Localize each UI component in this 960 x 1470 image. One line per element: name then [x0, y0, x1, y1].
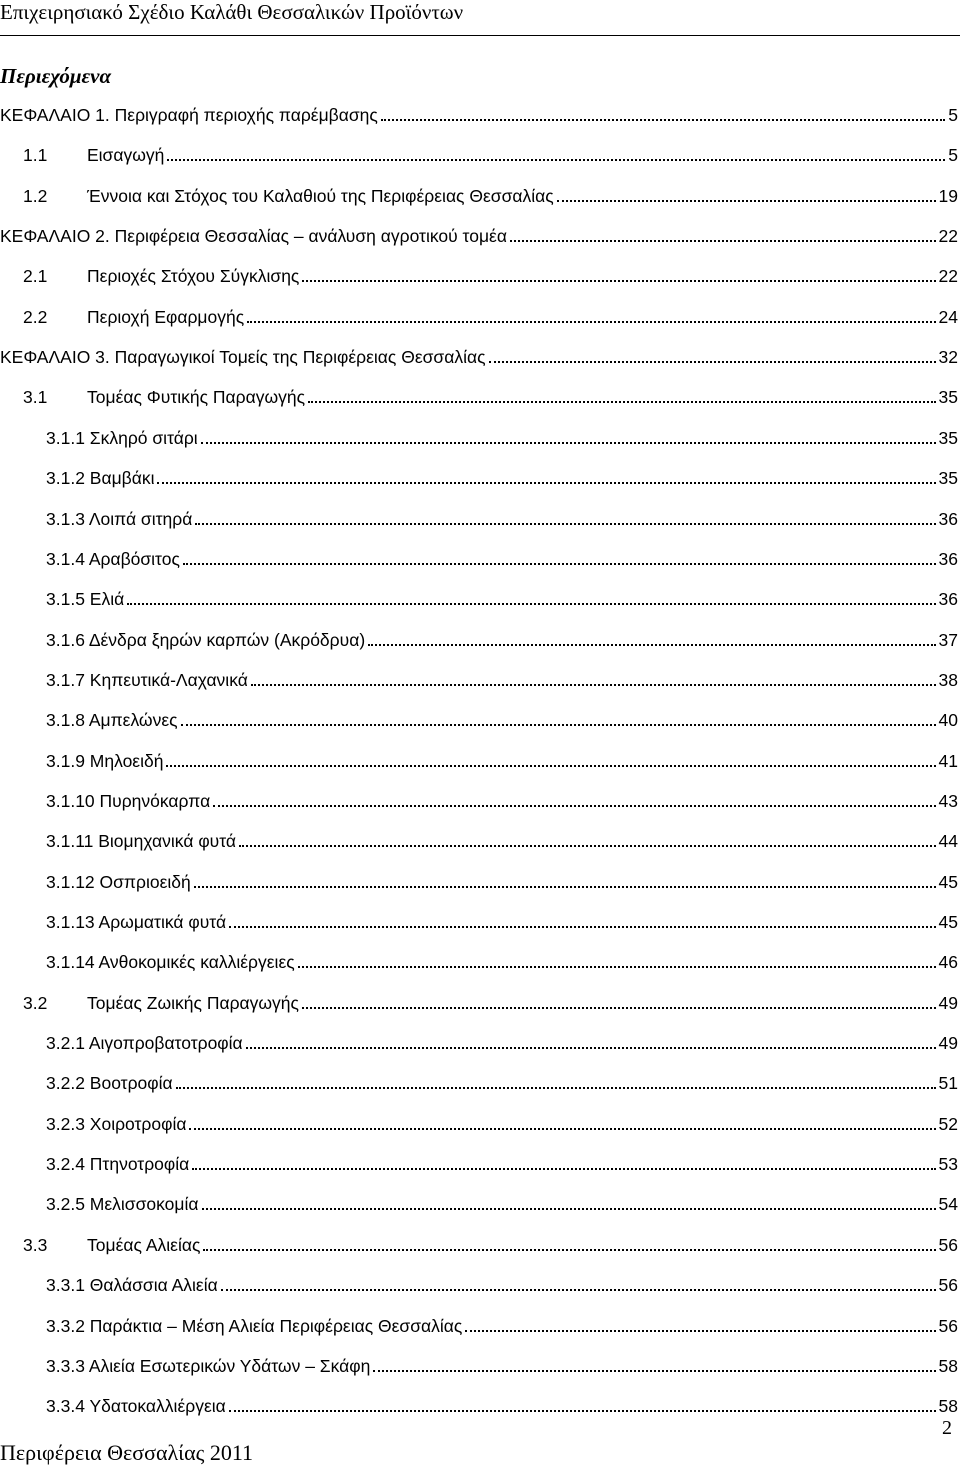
- toc-entry[interactable]: [46, 1347, 958, 1377]
- toc-entry-page: 45: [938, 871, 958, 892]
- toc-entry-page: 37: [938, 629, 958, 650]
- toc-entry[interactable]: [23, 1226, 958, 1256]
- dot-leader: [202, 1208, 936, 1210]
- toc-entry[interactable]: [0, 338, 958, 368]
- toc-entry[interactable]: [46, 903, 958, 933]
- dot-leader: [157, 482, 935, 484]
- dot-leader: [176, 1087, 936, 1089]
- toc-entry-page: 58: [938, 1396, 958, 1417]
- toc-entry[interactable]: [46, 822, 958, 852]
- toc-entry-title: 3.1.5 Ελιά: [46, 589, 125, 610]
- toc-entry-title: 3.3.2 Παράκτια – Μέση Αλιεία Περιφέρειας Θεσσαλίας: [46, 1315, 463, 1336]
- toc-entry[interactable]: [46, 621, 958, 651]
- toc-entry-title: 3.3.4 Υδατοκαλλιέργεια: [46, 1396, 226, 1417]
- toc-title: Περιεχόμενα: [0, 64, 112, 88]
- toc-entry-page: 45: [938, 912, 958, 932]
- toc-entry-title: 3.1.3 Λοιπά σιτηρά: [46, 508, 193, 529]
- toc-entry-page: 52: [938, 1113, 958, 1134]
- dot-leader: [183, 563, 936, 565]
- document-title: Επιχειρησιακό Σχέδιο Καλάθι Θεσσαλικών Προϊόντων: [0, 0, 464, 24]
- toc-entry[interactable]: [46, 580, 958, 610]
- toc-entry[interactable]: [23, 378, 958, 408]
- toc-entry-page: 49: [938, 1033, 958, 1054]
- toc-entry-title: 3.1.9 Μηλοειδή: [46, 750, 164, 771]
- toc-entry-title: ΚΕΦΑΛΑΙΟ 1. Περιγραφή περιοχής παρέμβασης: [0, 105, 378, 125]
- toc-entry-number: 2.2: [23, 306, 48, 327]
- toc-entry-page: 56: [938, 1234, 958, 1255]
- toc-entry-page: 24: [938, 306, 958, 327]
- dot-leader: [251, 684, 936, 686]
- toc-entry-page: 51: [938, 1073, 958, 1094]
- dot-leader: [302, 280, 935, 282]
- toc-entry[interactable]: [46, 459, 958, 489]
- toc-entry[interactable]: [46, 1064, 958, 1094]
- dot-leader: [557, 200, 936, 202]
- toc-entry-page: 40: [938, 710, 958, 731]
- toc-entry-page: 22: [938, 226, 958, 247]
- running-footer: Περιφέρεια Θεσσαλίας 2011: [0, 1440, 253, 1465]
- page-number: 2: [942, 1417, 952, 1439]
- dot-leader: [510, 240, 936, 242]
- toc-entry-title: Τομέας Φυτικής Παραγωγής: [87, 387, 306, 408]
- toc-entry[interactable]: [23, 984, 958, 1014]
- dot-leader: [298, 966, 936, 968]
- toc-entry-number: 3.2: [23, 992, 48, 1013]
- toc-entry-number: 1.2: [23, 185, 48, 206]
- toc-entry-title: 3.1.1 Σκληρό σιτάρι: [46, 427, 198, 448]
- toc-entry[interactable]: [23, 177, 958, 207]
- toc-entry[interactable]: [0, 217, 958, 247]
- toc-entry-page: 5: [948, 105, 958, 125]
- toc-entry[interactable]: [46, 661, 958, 691]
- running-header: [0, 0, 960, 36]
- toc-entry-page: 19: [938, 185, 958, 206]
- toc-entry[interactable]: [46, 782, 958, 812]
- toc-entry-title: ΚΕΦΑΛΑΙΟ 2. Περιφέρεια Θεσσαλίας – ανάλυση αγροτικού τομέα: [0, 226, 507, 247]
- toc-entry[interactable]: [46, 1145, 958, 1175]
- toc-entry-page: 43: [938, 790, 958, 811]
- toc-entry-page: 35: [938, 468, 958, 489]
- toc-entry-title: 3.2.5 Μελισσοκομία: [46, 1194, 199, 1215]
- toc-entry-title: Εισαγωγή: [87, 145, 165, 166]
- toc-entry-number: 2.1: [23, 266, 48, 287]
- toc-entry-title: Περιοχές Στόχου Σύγκλισης: [87, 266, 300, 287]
- dot-leader: [127, 603, 935, 605]
- dot-leader: [368, 644, 935, 646]
- dot-leader: [221, 1289, 936, 1291]
- toc-entry-page: 22: [938, 266, 958, 287]
- dot-leader: [239, 845, 936, 847]
- dot-leader: [247, 321, 935, 323]
- toc-entry-title: Περιοχή Εφαρμογής: [87, 306, 245, 327]
- dot-leader: [192, 1168, 935, 1170]
- toc-entry[interactable]: [46, 500, 958, 530]
- dot-leader: [194, 886, 936, 888]
- toc-entry-number: 3.1: [23, 387, 48, 408]
- toc-entry-title: 3.2.4 Πτηνοτροφία: [46, 1154, 190, 1175]
- toc-entry[interactable]: [46, 863, 958, 893]
- toc-entry-title: 3.1.6 Δένδρα ξηρών καρπών (Ακρόδρυα): [46, 629, 366, 650]
- dot-leader: [201, 442, 936, 444]
- dot-leader: [213, 805, 935, 807]
- toc-entry-page: 46: [938, 952, 958, 973]
- dot-leader: [489, 361, 936, 363]
- dot-leader: [246, 1047, 936, 1049]
- toc-entry[interactable]: [46, 742, 958, 772]
- dot-leader: [166, 765, 935, 767]
- toc-entry-title: 3.2.2 Βοοτροφία: [46, 1073, 173, 1094]
- toc-entry[interactable]: [46, 540, 958, 570]
- toc-entry-title: 3.1.14 Ανθοκομικές καλλιέργειες: [46, 952, 295, 973]
- toc-entry-page: 36: [938, 548, 958, 569]
- toc-entry-page: 35: [938, 387, 958, 408]
- toc-entry[interactable]: [23, 257, 958, 287]
- toc-entry-title: Τομέας Ζωικής Παραγωγής: [87, 992, 299, 1013]
- toc-entry[interactable]: [23, 136, 958, 166]
- toc-entry[interactable]: [46, 1387, 958, 1417]
- toc-entry-page: 54: [938, 1194, 958, 1215]
- toc-entry-page: 32: [938, 347, 958, 368]
- toc-entry-title: 3.1.4 Αραβόσιτος: [46, 548, 180, 569]
- dot-leader: [381, 119, 945, 121]
- toc-entry[interactable]: [46, 1024, 958, 1054]
- toc-entry-title: 3.2.1 Αιγοπροβατοτροφία: [46, 1033, 243, 1054]
- toc-entry-page: 36: [938, 508, 958, 529]
- toc-entry[interactable]: [46, 701, 958, 731]
- toc-entry-page: 36: [938, 589, 958, 610]
- toc-entry-page: 53: [938, 1154, 958, 1175]
- toc-entry-title: Έννοια και Στόχος του Καλαθιού της Περιφέρειας Θεσσαλίας: [87, 185, 554, 206]
- toc-entry-page: 44: [938, 831, 958, 852]
- dot-leader: [203, 1249, 935, 1251]
- toc-entry-title: 3.1.13 Αρωματικά φυτά: [46, 912, 227, 932]
- toc-entry-title: 3.1.10 Πυρηνόκαρπα: [46, 790, 211, 811]
- toc-entry[interactable]: [46, 1307, 958, 1337]
- toc-entry[interactable]: [46, 1185, 958, 1215]
- toc-entry-title: 3.2.3 Χοιροτροφία: [46, 1113, 187, 1134]
- toc-entry[interactable]: [46, 943, 958, 973]
- toc-entry-page: 49: [938, 992, 958, 1013]
- toc-entry[interactable]: [0, 96, 958, 126]
- toc-entry[interactable]: [23, 298, 958, 328]
- dot-leader: [181, 724, 936, 726]
- toc-entry-title: 3.1.12 Οσπριοειδή: [46, 871, 191, 892]
- dot-leader: [229, 926, 935, 928]
- toc-entry-page: 5: [948, 145, 958, 166]
- dot-leader: [465, 1330, 935, 1332]
- toc-entry-number: 3.3: [23, 1234, 48, 1255]
- toc-entry-page: 41: [938, 750, 958, 771]
- toc-entry-page: 56: [938, 1315, 958, 1336]
- toc-entry-title: 3.3.1 Θαλάσσια Αλιεία: [46, 1275, 218, 1296]
- dot-leader: [308, 401, 935, 403]
- toc-entry[interactable]: [46, 419, 958, 449]
- dot-leader: [189, 1128, 935, 1130]
- toc-entry-title: ΚΕΦΑΛΑΙΟ 3. Παραγωγικοί Τομείς της Περιφέρειας Θεσσαλίας: [0, 347, 486, 368]
- toc-entry-page: 58: [938, 1355, 958, 1376]
- dot-leader: [302, 1007, 936, 1009]
- toc-entry-title: 3.3.3 Αλιεία Εσωτερικών Υδάτων – Σκάφη: [46, 1355, 371, 1376]
- toc-entry-page: 38: [938, 669, 958, 690]
- toc-entry-page: 35: [938, 427, 958, 448]
- toc-entry-title: Τομέας Αλιείας: [87, 1234, 201, 1255]
- toc-entry-page: 56: [938, 1275, 958, 1296]
- toc-entry-title: 3.1.7 Κηπευτικά-Λαχανικά: [46, 669, 248, 690]
- toc-entry[interactable]: [46, 1105, 958, 1135]
- toc-entry[interactable]: [46, 1266, 958, 1296]
- toc-entry-number: 1.1: [23, 145, 48, 166]
- dot-leader: [195, 523, 935, 525]
- toc-entry-title: 3.1.2 Βαμβάκι: [46, 468, 155, 489]
- dot-leader: [373, 1370, 935, 1372]
- dot-leader: [229, 1410, 936, 1412]
- toc-entry-title: 3.1.11 Βιομηχανικά φυτά: [46, 831, 237, 852]
- dot-leader: [167, 159, 945, 161]
- toc-entry-title: 3.1.8 Αμπελώνες: [46, 710, 178, 731]
